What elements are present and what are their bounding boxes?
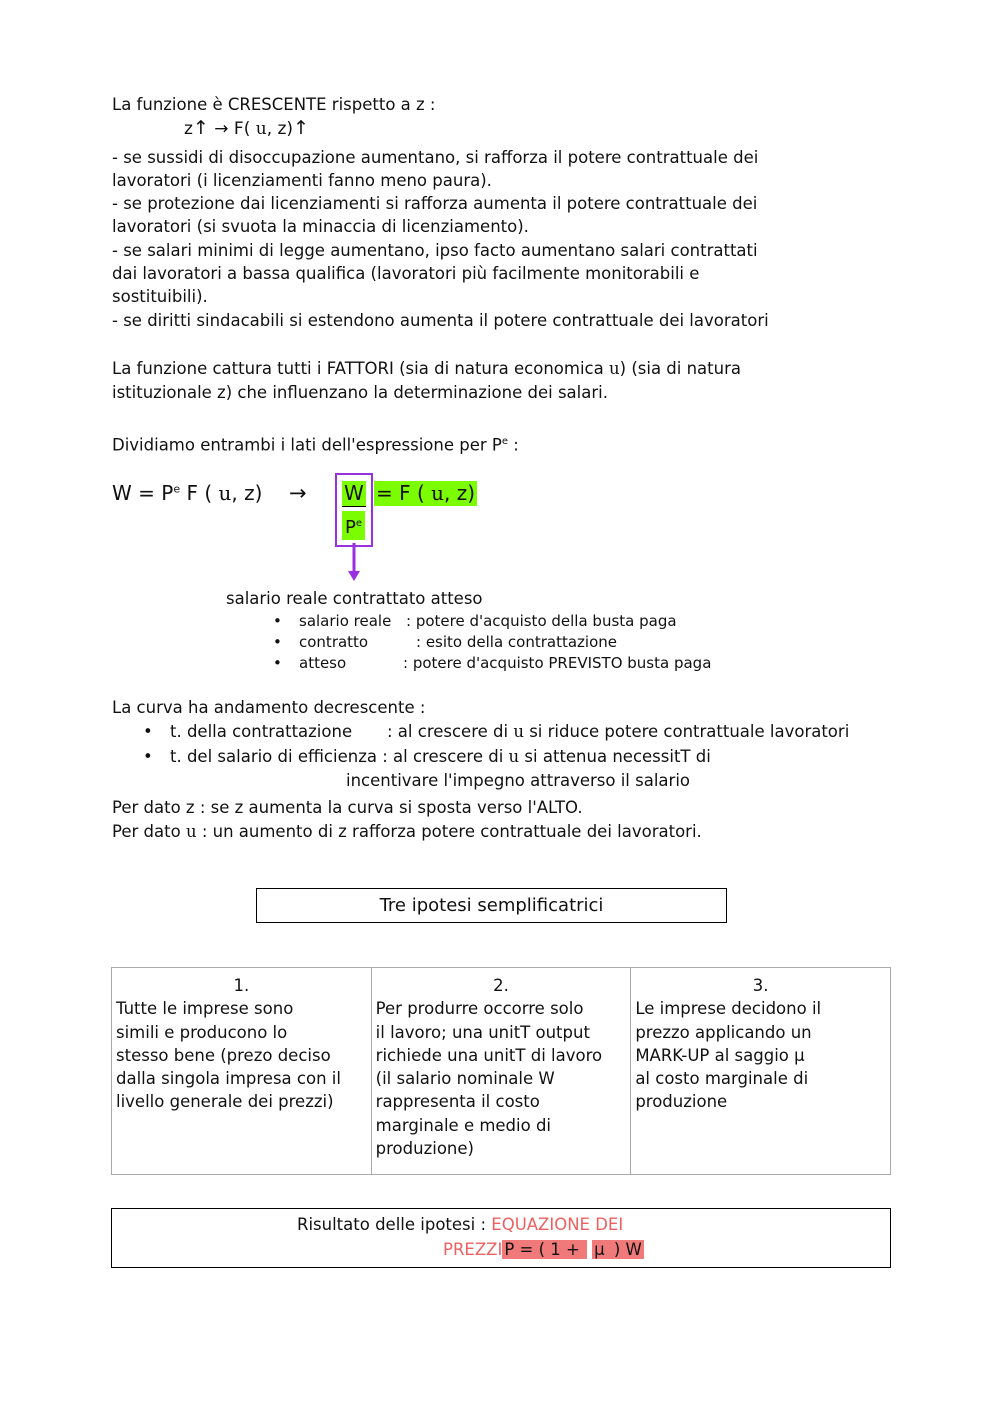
cell-line: livello generale dei prezzi) <box>116 1092 334 1112</box>
salario-desc: : esito della contrattazione <box>416 633 617 651</box>
salario-term: atteso <box>299 654 347 672</box>
curve-bullet-continuation: incentivare l'impegno attraverso il salario <box>346 771 691 790</box>
salario-item <box>273 654 347 672</box>
increasing-arrow-formula <box>184 117 309 139</box>
intro-line: sostituibili). <box>112 287 208 306</box>
eq-f: = F ( <box>376 481 432 505</box>
right-arrow-icon: → <box>289 481 307 505</box>
fraction-denominator <box>342 511 365 540</box>
z-variable: z <box>184 119 193 139</box>
right-arrow-icon: → <box>214 119 229 139</box>
price-equation: P = ( 1 + <box>504 1240 586 1259</box>
intro-line: - se sussidi di disoccupazione aumentano, si rafforza il potere contrattuale dei <box>112 148 759 167</box>
cell-line: dalla singola impresa con il <box>116 1069 341 1089</box>
eq-w-pe: W = P <box>112 481 174 505</box>
salario-title: salario reale contrattato atteso <box>226 589 483 608</box>
down-arrow-icon <box>345 543 365 583</box>
curve-title: La curva ha andamento decrescente : <box>112 698 426 717</box>
cell-line: produzione <box>635 1092 728 1112</box>
risultato-line2 <box>443 1240 644 1259</box>
salario-term: salario reale <box>299 612 392 630</box>
bullet-desc: si riduce potere contrattuale lavoratori <box>523 722 850 741</box>
u-variable: u <box>185 822 197 841</box>
intro-line: - se protezione dai licenziamenti si rafforza aumenta il potere contrattuale dei <box>112 194 758 213</box>
function-rest: , z) <box>266 119 294 139</box>
bullet-icon: • <box>273 633 282 651</box>
table-cell <box>112 968 372 1175</box>
dato-text: Per dato <box>112 822 186 841</box>
risultato-red-text: PREZZI <box>443 1240 503 1259</box>
intro-line: lavoratori (i licenziamenti fanno meno paura). <box>112 171 492 190</box>
salario-item <box>273 633 369 651</box>
cell-line: MARK-UP al saggio μ <box>635 1045 805 1065</box>
bullet-icon: • <box>273 612 282 630</box>
curve-bullet <box>143 747 711 766</box>
bullet-icon: • <box>273 654 282 672</box>
cell-line: prezzo applicando un <box>635 1022 812 1042</box>
bullet-icon: • <box>143 747 153 766</box>
fraction-numerator: W <box>344 481 364 505</box>
superscript-e: e <box>355 518 363 529</box>
divide-text: Dividiamo entrambi i lati dell'espressione per P <box>112 435 502 455</box>
factors-line: istituzionale z) che influenzano la determinazione dei salari. <box>112 383 608 402</box>
risultato-line1 <box>297 1215 623 1234</box>
bullet-term: t. della contrattazione <box>170 722 353 741</box>
bullet-term: t. del salario di efficienza <box>170 747 377 766</box>
table-cell <box>371 968 631 1175</box>
fraction-right-side <box>374 481 477 506</box>
dato-u-line <box>112 820 702 843</box>
eq-p: P <box>345 517 356 538</box>
cell-number: 3. <box>752 976 769 995</box>
curve-bullet <box>143 722 353 741</box>
risultato-red-text: EQUAZIONE DEI <box>491 1215 624 1234</box>
risultato-label: Risultato delle ipotesi : <box>297 1215 492 1234</box>
cell-line: Per produrre occorre solo <box>375 999 584 1019</box>
up-arrow-icon: ↑ <box>192 117 209 139</box>
cell-line: marginale e medio di <box>375 1115 552 1135</box>
cell-line: rappresenta il costo <box>375 1092 540 1112</box>
u-variable: u <box>508 747 520 766</box>
cell-line: il lavoro; una unitT output <box>375 1022 590 1042</box>
cell-line: richiede una unitT di lavoro <box>375 1045 603 1065</box>
u-variable: u <box>609 359 620 378</box>
u-variable: u <box>218 481 232 505</box>
superscript-e: e <box>501 436 509 447</box>
cell-line: stesso bene (prezo deciso <box>116 1045 331 1065</box>
cell-line: Le imprese decidono il <box>635 999 822 1019</box>
bullet-desc: : al crescere di <box>376 747 509 766</box>
bullet-desc: : al crescere di <box>387 722 514 741</box>
cell-line: (il salario nominale W <box>375 1069 555 1089</box>
u-variable: u <box>431 481 445 505</box>
intro-line: dai lavoratori a bassa qualifica (lavoratori più facilmente monitorabili e <box>112 264 700 283</box>
factors-line <box>112 357 741 380</box>
intro-line: - se salari minimi di legge aumentano, ipso facto aumentano salari contrattati <box>112 241 758 260</box>
eq-z: , z) <box>231 481 263 505</box>
cell-number: 1. <box>233 976 250 995</box>
u-variable: u <box>255 119 267 139</box>
ipotesi-heading: Tre ipotesi semplificatrici <box>256 888 727 923</box>
price-equation: ) W <box>608 1240 642 1259</box>
eq-f: F ( <box>180 481 219 505</box>
mu-symbol: μ <box>594 1240 605 1259</box>
curve-bullet-desc <box>387 722 849 741</box>
salario-desc: : potere d'acquisto PREVISTO busta paga <box>403 654 712 672</box>
divide-tail: : <box>508 435 519 455</box>
dato-z-line: Per dato z : se z aumenta la curva si sposta verso l'ALTO. <box>112 798 583 817</box>
cell-line: Tutte le imprese sono <box>116 999 294 1019</box>
divide-line <box>112 430 519 457</box>
u-variable: u <box>513 722 524 741</box>
cell-line: al costo marginale di <box>635 1069 809 1089</box>
superscript-e: e <box>173 482 181 496</box>
salario-term: contratto <box>299 633 369 651</box>
intro-line: lavoratori (si svuota la minaccia di licenziamento). <box>112 217 529 236</box>
equation-left <box>112 481 262 505</box>
ipotesi-table <box>111 967 891 1175</box>
factors-text: La funzione cattura tutti i FATTORI (sia di natura economica <box>112 359 609 378</box>
function-f: F( <box>233 119 256 139</box>
bullet-desc: si attenua necessitT di <box>519 747 711 766</box>
cell-line: produzione) <box>375 1139 474 1159</box>
cell-line: simili e producono lo <box>116 1022 288 1042</box>
salario-item <box>273 612 392 630</box>
up-arrow-icon: ↑ <box>293 117 309 139</box>
bullet-icon: • <box>143 722 153 741</box>
table-cell <box>631 968 891 1175</box>
factors-text: ) (sia di natura <box>619 359 741 378</box>
intro-title: La funzione è CRESCENTE rispetto a z : <box>112 95 436 114</box>
cell-number: 2. <box>493 976 509 995</box>
salario-desc: : potere d'acquisto della busta paga <box>406 612 677 630</box>
table-row <box>112 968 891 1175</box>
intro-line: - se diritti sindacabili si estendono aumenta il potere contrattuale dei lavoratori <box>112 311 769 330</box>
dato-text: : un aumento di z rafforza potere contrattuale dei lavoratori. <box>196 822 702 841</box>
eq-z: , z) <box>444 481 476 505</box>
